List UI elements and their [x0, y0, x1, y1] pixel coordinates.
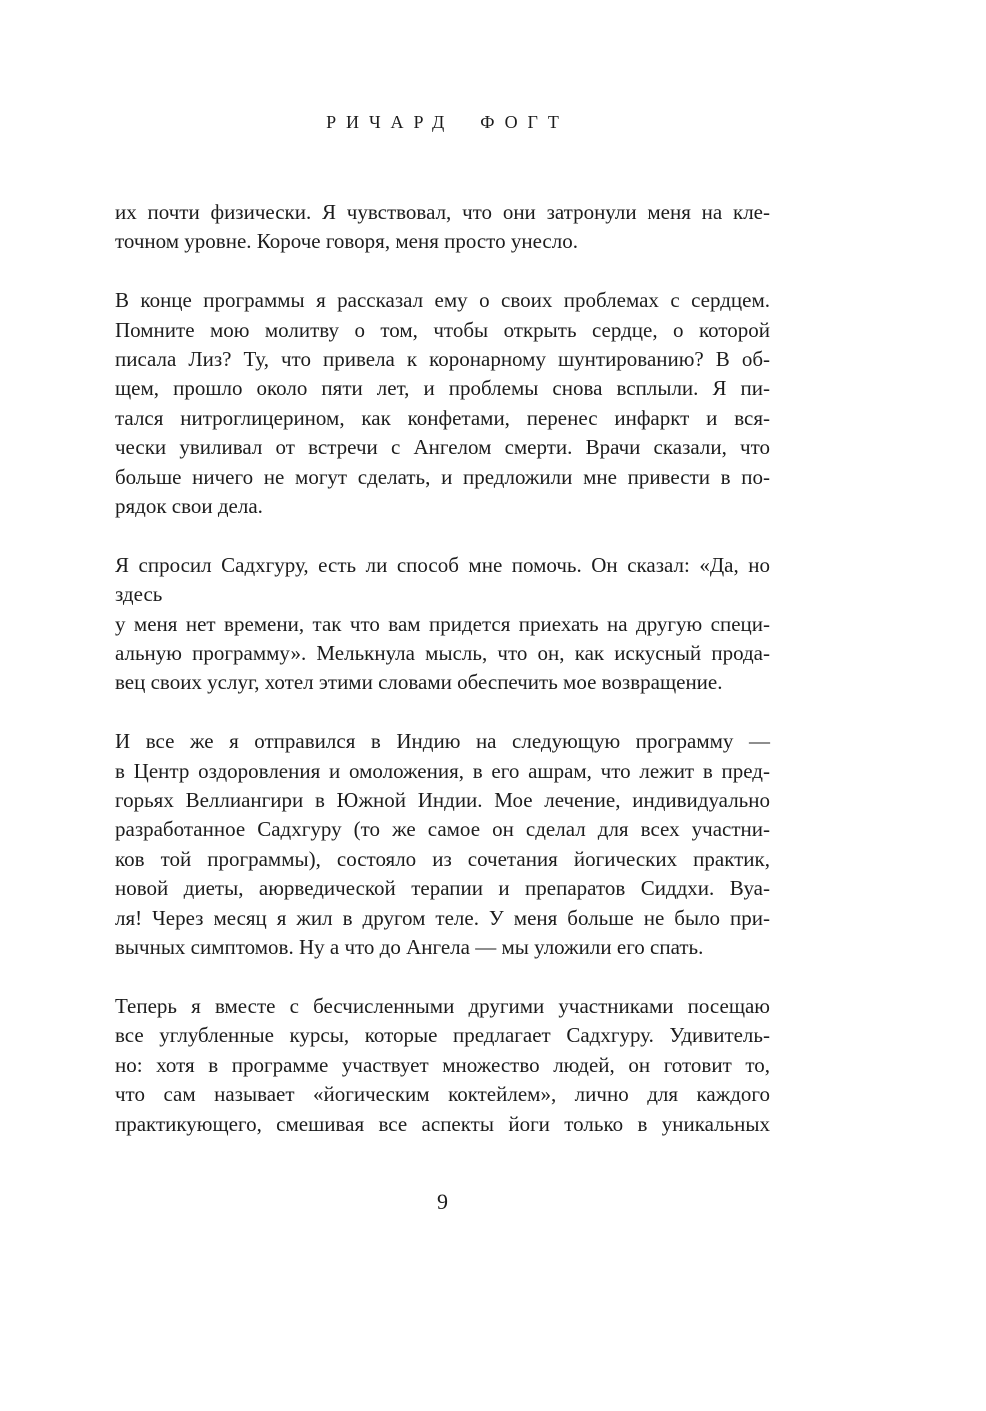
text-line: ков той программы), состояло из сочетания йогических практик, — [115, 846, 770, 871]
text-line: В конце программы я рассказал ему о своих проблемах с сердцем. — [115, 288, 770, 313]
text-line: у меня нет времени, так что вам придется приехать на другую специ- — [115, 611, 770, 636]
text-line: ля! Через месяц я жил в другом теле. У меня больше не было при- — [115, 905, 770, 930]
paragraph — [115, 551, 770, 698]
text-line: Теперь я вместе с бесчисленными другими участниками посещаю — [115, 993, 770, 1018]
page-number: 9 — [437, 1188, 448, 1214]
text-line: И все же я отправился в Индию на следующую программу — — [115, 729, 770, 754]
text-line: рядок свои дела. — [115, 494, 263, 519]
paragraph — [115, 992, 770, 1139]
text-line: Помните мою молитву о том, чтобы открыть сердце, о которой — [115, 317, 770, 342]
text-line: вычных симптомов. Ну а что до Ангела — мы уложили его спать. — [115, 935, 704, 960]
text-line: Я спросил Садхгуру, есть ли способ мне помочь. Он сказал: «Да, но здесь — [115, 552, 770, 607]
text-line: их почти физически. Я чувствовал, что они затронули меня на кле- — [115, 200, 770, 224]
text-line: практикующего, смешивая все аспекты йоги только в уникальных — [115, 1111, 770, 1136]
text-line: чески увиливал от встречи с Ангелом смерти. Врачи сказали, что — [115, 435, 770, 460]
text-line: но: хотя в программе участвует множество людей, он готовит то, — [115, 1052, 770, 1077]
text-line: точном уровне. Короче говоря, меня просто унесло. — [115, 229, 578, 254]
text-line: писала Лиз? Ту, что привела к коронарному шунтированию? В об- — [115, 347, 770, 372]
text-line: тался нитроглицерином, как конфетами, перенес инфаркт и вся- — [115, 405, 770, 430]
paragraph — [115, 198, 770, 257]
text-line: вец своих услуг, хотел этими словами обеспечить мое возвращение. — [115, 670, 723, 695]
running-header: РИЧАРД ФОГТ — [326, 112, 569, 132]
text-line: щем, прошло около пяти лет, и проблемы снова всплыли. Я пи- — [115, 376, 770, 401]
text-line: разработанное Садхгуру (то же самое он сделал для всех участни- — [115, 817, 770, 842]
text-line: альную программу». Мелькнула мысль, что он, как искусный прода- — [115, 641, 770, 666]
paragraph — [115, 286, 770, 521]
text-line: новой диеты, аюрведической терапии и препаратов Сиддхи. Вуа- — [115, 876, 770, 901]
paragraph — [115, 727, 770, 962]
text-line: в Центр оздоровления и омоложения, в его ашрам, что лежит в пред- — [115, 758, 770, 783]
text-line: горьях Веллиангири в Южной Индии. Мое лечение, индивидуально — [115, 788, 770, 813]
text-column — [115, 112, 770, 1215]
body-text — [115, 198, 770, 1139]
text-line: больше ничего не могут сделать, и предложили мне привести в по- — [115, 464, 770, 489]
text-line: что сам называет «йогическим коктейлем», лично для каждого — [115, 1082, 770, 1107]
text-line: все углубленные курсы, которые предлагает Садхгуру. Удивитель- — [115, 1023, 770, 1048]
